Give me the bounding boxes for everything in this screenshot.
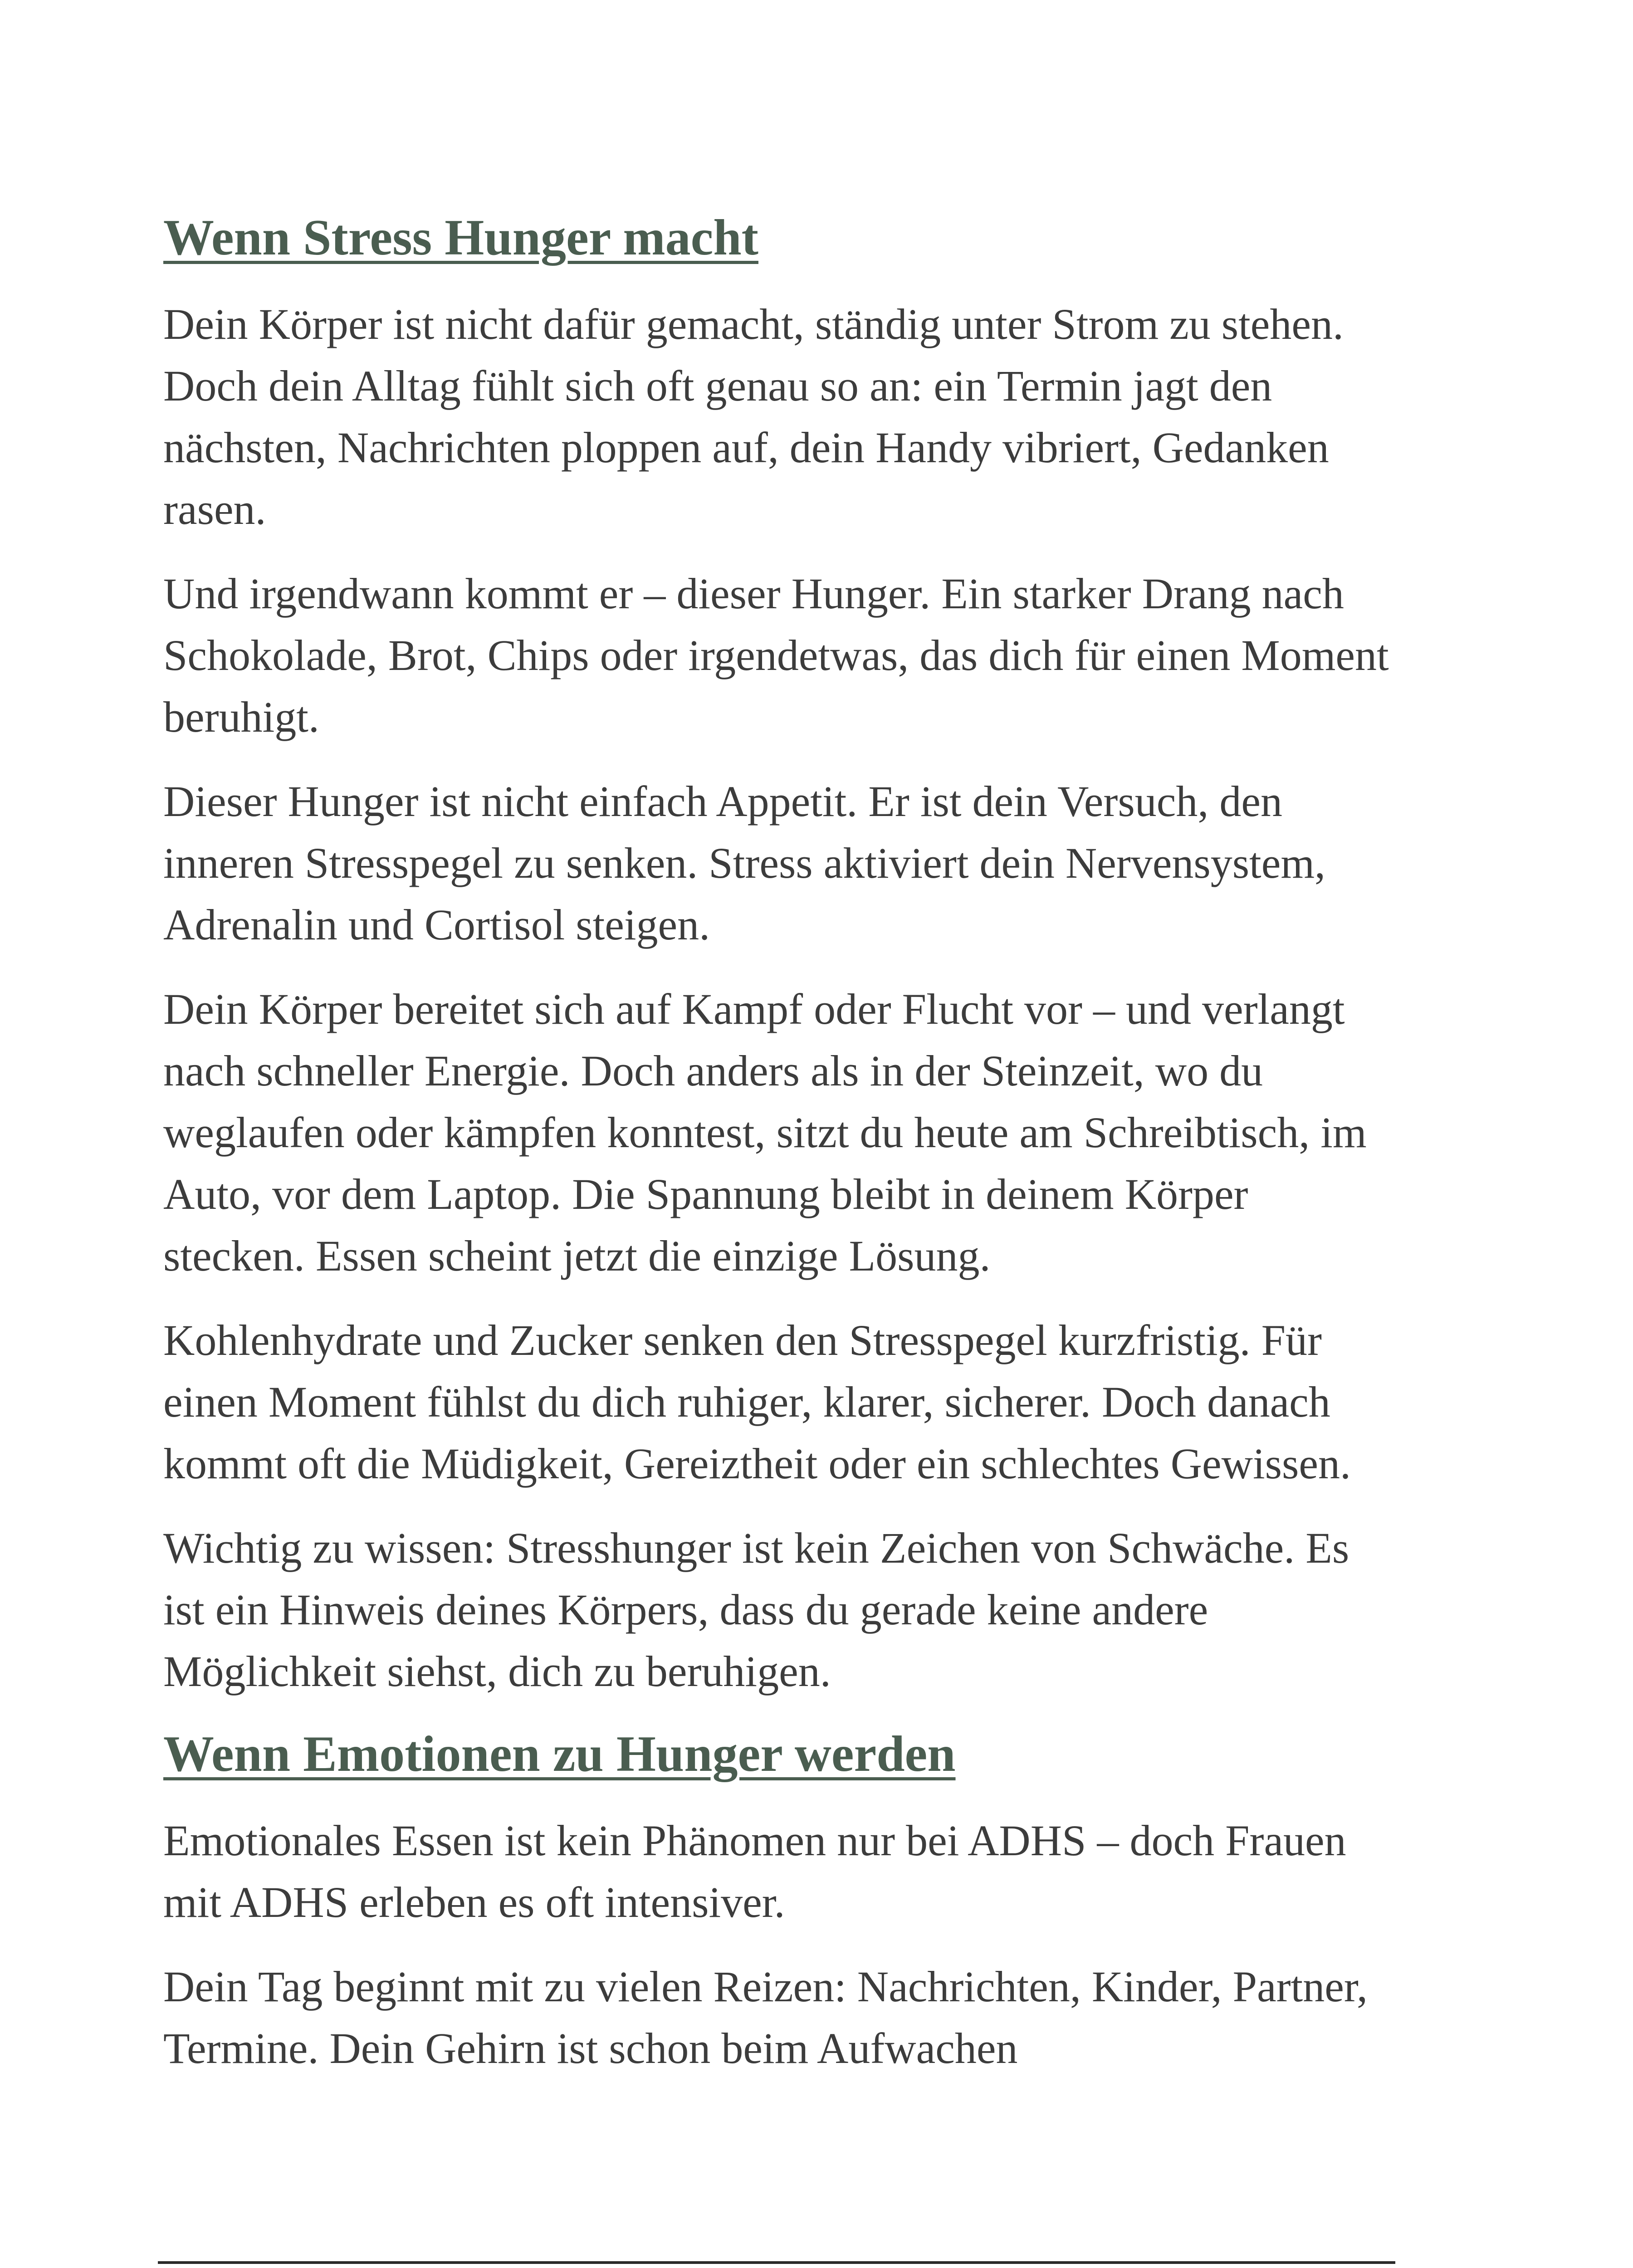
body-paragraph: Und irgendwann kommt er – dieser Hunger. Ein starker Drang nach Schokolade, Brot, Chips oder irgendetwas, das dich für einen Moment beruhigt.	[163, 569, 1389, 741]
body-paragraph: Dein Körper bereitet sich auf Kampf oder Flucht vor – und verlangt nach schneller Energie. Doch anders als in der Steinzeit, wo du weglaufen oder kämpfen konntest, sitzt du heute am Schreibtisch, im Auto, vor dem Laptop. Die Spannung bleibt in deinem Körper stecken. Essen scheint jetzt die einzige Lösung.	[163, 984, 1367, 1280]
page-content	[163, 209, 1397, 2102]
body-paragraph: Dein Körper ist nicht dafür gemacht, ständig unter Strom zu stehen. Doch dein Alltag fühlt sich oft genau so an: ein Termin jagt den nächsten, Nachrichten ploppen auf, dein Handy vibriert, Gedanken rasen.	[163, 299, 1344, 533]
section-heading: Wenn Emotionen zu Hunger werden	[163, 1725, 956, 1782]
body-paragraph: Emotionales Essen ist kein Phänomen nur bei ADHS – doch Frauen mit ADHS erleben es oft intensiver.	[163, 1816, 1346, 1926]
body-paragraph: Wichtig zu wissen: Stresshunger ist kein Zeichen von Schwäche. Es ist ein Hinweis deines Körpers, dass du gerade keine andere Möglichkeit siehst, dich zu beruhigen.	[163, 1523, 1349, 1696]
body-paragraph: Dein Tag beginnt mit zu vielen Reizen: Nachrichten, Kinder, Partner, Termine. Dein Gehirn ist schon beim Aufwachen	[163, 1962, 1368, 2072]
body-paragraph: Kohlenhydrate und Zucker senken den Stresspegel kurzfristig. Für einen Moment fühlst du dich ruhiger, klarer, sicherer. Doch danach kommt oft die Müdigkeit, Gereiztheit oder ein schlechtes Gewissen.	[163, 1315, 1351, 1488]
section-heading: Wenn Stress Hunger macht	[163, 210, 758, 266]
footer-divider	[158, 2261, 1395, 2264]
body-paragraph: Dieser Hunger ist nicht einfach Appetit. Er ist dein Versuch, den inneren Stresspegel zu senken. Stress aktiviert dein Nervensystem, Adrenalin und Cortisol steigen.	[163, 777, 1325, 949]
